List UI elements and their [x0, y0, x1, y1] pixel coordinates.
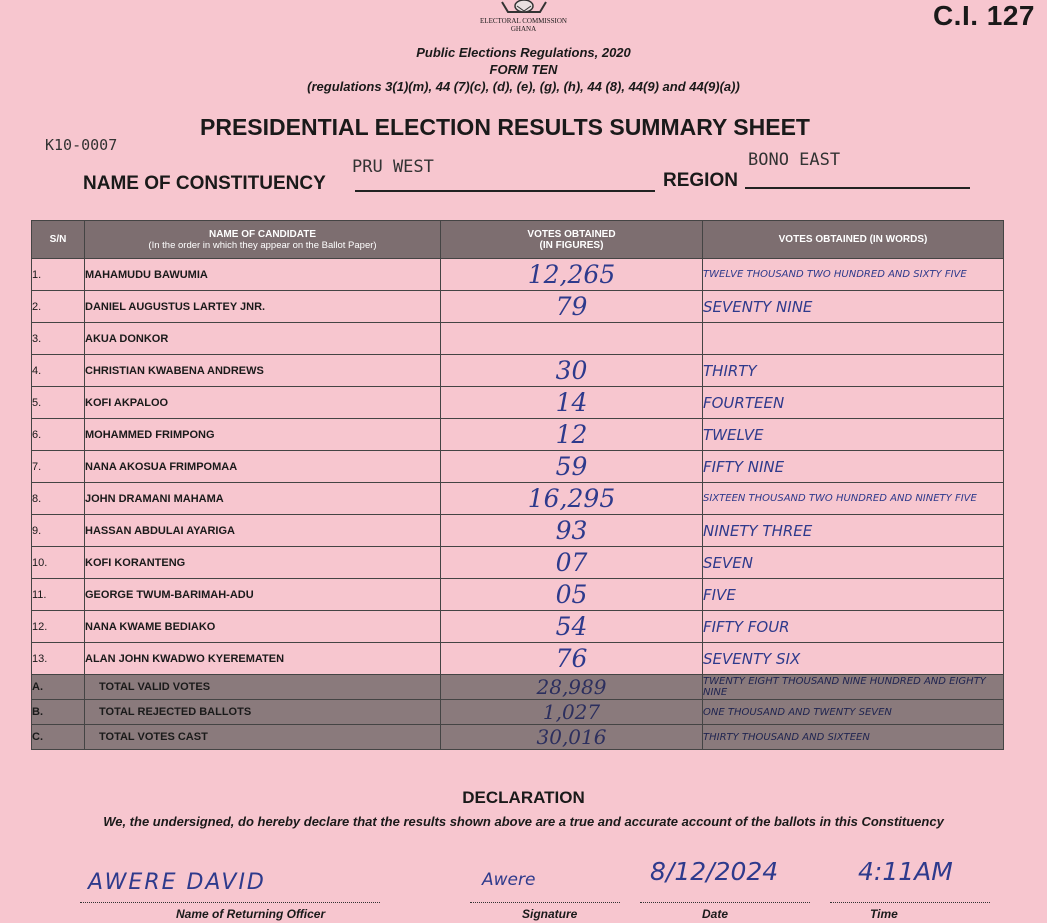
- votes-figures: 14: [441, 387, 703, 419]
- table-row: [32, 643, 1004, 675]
- table-header: [32, 221, 1004, 259]
- table-row: [32, 355, 1004, 387]
- row-sn: 6.: [32, 419, 85, 451]
- candidate-name: AKUA DONKOR: [85, 323, 441, 355]
- votes-words: NINETY THREE: [703, 515, 1004, 547]
- votes-words: SEVEN: [703, 547, 1004, 579]
- row-sn: 5.: [32, 387, 85, 419]
- votes-words: FIFTY NINE: [703, 451, 1004, 483]
- votes-figures: [441, 323, 703, 355]
- votes-figures: 30: [441, 355, 703, 387]
- row-sn: 1.: [32, 259, 85, 291]
- regulations-block: [0, 44, 1047, 95]
- declaration-heading: DECLARATION: [462, 788, 585, 807]
- votes-words: [703, 323, 1004, 355]
- constituency-label: NAME OF CONSTITUENCY: [83, 173, 326, 194]
- electoral-commission-emblem-icon: [498, 0, 550, 16]
- table-row: [32, 483, 1004, 515]
- date-label: Date: [702, 907, 729, 921]
- votes-figures: 07: [441, 547, 703, 579]
- votes-words: THIRTY: [703, 355, 1004, 387]
- votes-words: TWELVE: [703, 419, 1004, 451]
- candidate-name: CHRISTIAN KWABENA ANDREWS: [85, 355, 441, 387]
- constituency-line: [355, 190, 655, 192]
- candidate-name: KOFI AKPALOO: [85, 387, 441, 419]
- votes-figures: 59: [441, 451, 703, 483]
- row-sn: 9.: [32, 515, 85, 547]
- table-row: [32, 547, 1004, 579]
- date-line: [640, 902, 810, 903]
- table-row: [32, 579, 1004, 611]
- constituency-value: PRU WEST: [352, 157, 434, 177]
- row-sn: A.: [32, 675, 85, 700]
- candidate-name: HASSAN ABDULAI AYARIGA: [85, 515, 441, 547]
- region-value: BONO EAST: [748, 150, 841, 170]
- candidate-name: NANA AKOSUA FRIMPOMAA: [85, 451, 441, 483]
- total-figures: 30,016: [441, 725, 703, 750]
- votes-words: FIVE: [703, 579, 1004, 611]
- row-sn: 2.: [32, 291, 85, 323]
- date-value: 8/12/2024: [650, 857, 779, 886]
- form-code: C.I. 127: [932, 0, 1035, 31]
- total-figures: 1,027: [441, 700, 703, 725]
- votes-figures: 12,265: [441, 259, 703, 291]
- candidate-name: GEORGE TWUM-BARIMAH-ADU: [85, 579, 441, 611]
- row-sn: 3.: [32, 323, 85, 355]
- table-row: [32, 611, 1004, 643]
- votes-figures: 76: [441, 643, 703, 675]
- signature-line: [470, 902, 620, 903]
- row-sn: 12.: [32, 611, 85, 643]
- total-label: TOTAL REJECTED BALLOTS: [85, 700, 441, 725]
- candidate-name: MOHAMMED FRIMPONG: [85, 419, 441, 451]
- votes-figures: 54: [441, 611, 703, 643]
- row-sn: 7.: [32, 451, 85, 483]
- commission-name: ELECTORAL COMMISSION GHANA: [480, 17, 567, 33]
- signature-label: Signature: [522, 907, 578, 921]
- total-words: THIRTY THOUSAND AND SIXTEEN: [703, 725, 1004, 750]
- total-words: TWENTY EIGHT THOUSAND NINE HUNDRED AND EIGHTY NINE: [703, 675, 1004, 700]
- votes-figures: 93: [441, 515, 703, 547]
- votes-words: SEVENTY NINE: [703, 291, 1004, 323]
- table-row: [32, 291, 1004, 323]
- declaration-text: We, the undersigned, do hereby declare that the results shown above are a true and accurate account of the ballots in this Constituency: [103, 814, 944, 829]
- col-header-words: VOTES OBTAINED (IN WORDS): [703, 221, 1004, 259]
- votes-words: FOURTEEN: [703, 387, 1004, 419]
- row-sn: B.: [32, 700, 85, 725]
- regulations-reference: (regulations 3(1)(m), 44 (7)(c), (d), (e), (g), (h), 44 (8), 44(9) and 44(9)(a)): [307, 79, 740, 94]
- page-title: PRESIDENTIAL ELECTION RESULTS SUMMARY SHEET: [200, 114, 810, 140]
- candidate-name: NANA KWAME BEDIAKO: [85, 611, 441, 643]
- total-row-valid: [32, 675, 1004, 700]
- region-line: [745, 187, 970, 189]
- votes-figures: 79: [441, 291, 703, 323]
- row-sn: 4.: [32, 355, 85, 387]
- signature: Awere: [482, 870, 536, 890]
- votes-words: SIXTEEN THOUSAND TWO HUNDRED AND NINETY FIVE: [703, 483, 1004, 515]
- votes-words: FIFTY FOUR: [703, 611, 1004, 643]
- votes-words: TWELVE THOUSAND TWO HUNDRED AND SIXTY FIVE: [703, 259, 1004, 291]
- votes-figures: 05: [441, 579, 703, 611]
- candidate-name: ALAN JOHN KWADWO KYEREMATEN: [85, 643, 441, 675]
- table-row: [32, 419, 1004, 451]
- votes-figures: 16,295: [441, 483, 703, 515]
- reference-number: K10-0007: [45, 136, 118, 154]
- officer-line: [80, 902, 380, 903]
- table-row: [32, 323, 1004, 355]
- row-sn: 13.: [32, 643, 85, 675]
- col-header-figures: VOTES OBTAINED (IN FIGURES): [441, 221, 703, 259]
- table-row: [32, 515, 1004, 547]
- row-sn: 8.: [32, 483, 85, 515]
- time-line: [830, 902, 990, 903]
- results-table: [31, 220, 1004, 750]
- row-sn: 11.: [32, 579, 85, 611]
- row-sn: 10.: [32, 547, 85, 579]
- votes-words: SEVENTY SIX: [703, 643, 1004, 675]
- col-header-name: NAME OF CANDIDATE (In the order in which they appear on the Ballot Paper): [85, 221, 441, 259]
- total-label: TOTAL VOTES CAST: [85, 725, 441, 750]
- candidate-name: DANIEL AUGUSTUS LARTEY JNR.: [85, 291, 441, 323]
- table-row: [32, 259, 1004, 291]
- candidate-name: MAHAMUDU BAWUMIA: [85, 259, 441, 291]
- candidate-name: KOFI KORANTENG: [85, 547, 441, 579]
- candidate-name: JOHN DRAMANI MAHAMA: [85, 483, 441, 515]
- officer-label: Name of Returning Officer: [176, 907, 326, 921]
- regulations-title: Public Elections Regulations, 2020: [416, 45, 631, 60]
- returning-officer-name: AWERE DAVID: [88, 870, 266, 895]
- table-row: [32, 387, 1004, 419]
- time-value: 4:11AM: [858, 857, 953, 886]
- time-label: Time: [870, 907, 898, 921]
- total-row-rejected: [32, 700, 1004, 725]
- votes-figures: 12: [441, 419, 703, 451]
- table-row: [32, 451, 1004, 483]
- total-words: ONE THOUSAND AND TWENTY SEVEN: [703, 700, 1004, 725]
- total-figures: 28,989: [441, 675, 703, 700]
- total-label: TOTAL VALID VOTES: [85, 675, 441, 700]
- col-header-sn: S/N: [32, 221, 85, 259]
- total-row-cast: [32, 725, 1004, 750]
- row-sn: C.: [32, 725, 85, 750]
- region-label: REGION: [663, 170, 738, 191]
- form-number: FORM TEN: [489, 62, 558, 77]
